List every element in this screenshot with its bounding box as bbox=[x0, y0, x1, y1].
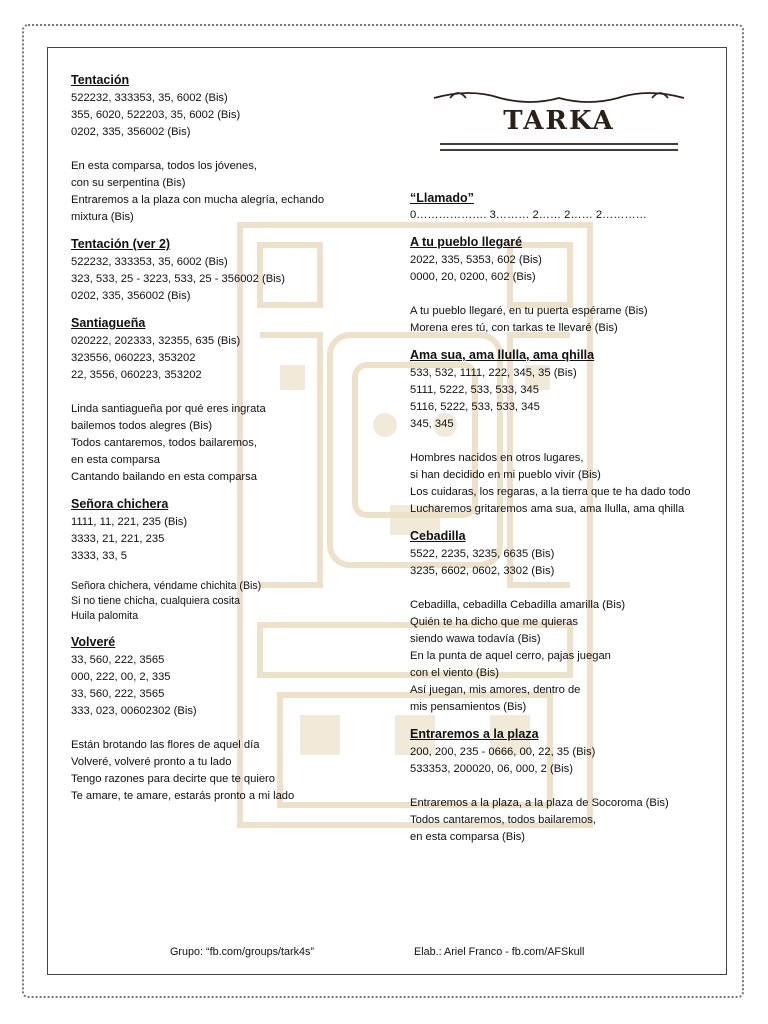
lyrics-line: en esta comparsa bbox=[71, 454, 160, 466]
lyrics-line: Volveré, volveré pronto a tu lado bbox=[71, 756, 232, 768]
notes-line: 345, 345 bbox=[410, 418, 454, 430]
lyrics-line: mixtura (Bis) bbox=[71, 211, 134, 223]
notes-line: 3235, 6602, 0602, 3302 (Bis) bbox=[410, 565, 555, 577]
song-tentacion-ver2 bbox=[71, 236, 391, 305]
notes-line: 0000, 20, 0200, 602 (Bis) bbox=[410, 271, 536, 283]
lyrics-line: Entraremos a la plaza con mucha alegría, echando bbox=[71, 194, 325, 206]
song-title: A tu pueblo llegaré bbox=[410, 235, 523, 249]
lyrics-line: Todos cantaremos, todos bailaremos, bbox=[410, 814, 596, 826]
logo-text: TARKA bbox=[503, 106, 615, 136]
lyrics-line: Hombres nacidos en otros lugares, bbox=[410, 452, 584, 464]
notes-line: 2022, 335, 5353, 602 (Bis) bbox=[410, 254, 542, 266]
notes-line: 5116, 5222, 533, 533, 345 bbox=[410, 401, 540, 413]
lyrics-line: Te amare, te amare, estarás pronto a mi lado bbox=[71, 790, 295, 802]
lyrics-line: En la punta de aquel cerro, pajas juegan bbox=[410, 650, 611, 662]
lyrics-line: Están brotando las flores de aquel día bbox=[71, 739, 260, 751]
notes-line: 5522, 2235, 3235, 6635 (Bis) bbox=[410, 548, 555, 560]
song-cebadilla bbox=[410, 528, 730, 716]
lyrics-line: siendo wawa todavía (Bis) bbox=[410, 633, 541, 645]
notes-line: 355, 6020, 522203, 35, 6002 (Bis) bbox=[71, 109, 241, 121]
song-senora-chichera bbox=[71, 496, 391, 624]
notes-line: 323556, 060223, 353202 bbox=[71, 352, 196, 364]
footer-group: Grupo: “fb.com/groups/tark4s” bbox=[170, 946, 315, 958]
lyrics-line: Así juegan, mis amores, dentro de bbox=[410, 684, 581, 696]
lyrics-line: Lucharemos gritaremos ama sua, ama llulla, ama qhilla bbox=[410, 503, 685, 515]
lyrics-line: Linda santiagueña por qué eres ingrata bbox=[71, 403, 266, 415]
lyrics-line: A tu pueblo llegaré, en tu puerta espérame (Bis) bbox=[410, 305, 648, 317]
song-title: Entraremos a la plaza bbox=[410, 727, 539, 741]
tarka-logo bbox=[430, 80, 688, 158]
song-title: Señora chichera bbox=[71, 497, 169, 511]
song-volvere bbox=[71, 634, 391, 805]
left-column bbox=[71, 72, 391, 815]
notes-line: 533353, 200020, 06, 000, 2 (Bis) bbox=[410, 763, 573, 775]
lyrics-line: Los cuidaras, los regaras, a la tierra que te ha dado todo bbox=[410, 486, 691, 498]
notes-line: 000, 222, 00, 2, 335 bbox=[71, 671, 171, 683]
lyrics-line: Todos cantaremos, todos bailaremos, bbox=[71, 437, 257, 449]
song-llamado bbox=[410, 190, 730, 224]
notes-line: 0………………. 3……… 2…… 2…… 2………… bbox=[410, 209, 647, 221]
lyrics-line: Tengo razones para decirte que te quiero bbox=[71, 773, 275, 785]
notes-line: 0202, 335, 356002 (Bis) bbox=[71, 290, 191, 302]
right-column bbox=[410, 190, 730, 856]
lyrics-line: Cantando bailando en esta comparsa bbox=[71, 471, 257, 483]
lyrics-line: Huila palomita bbox=[71, 610, 139, 622]
footer-credit: Elab.: Ariel Franco - fb.com/AFSkull bbox=[414, 946, 585, 958]
lyrics-line: En esta comparsa, todos los jóvenes, bbox=[71, 160, 257, 172]
notes-line: 3333, 33, 5 bbox=[71, 550, 127, 562]
notes-line: 200, 200, 235 - 0666, 00, 22, 35 (Bis) bbox=[410, 746, 596, 758]
notes-line: 522232, 333353, 35, 6002 (Bis) bbox=[71, 92, 228, 104]
lyrics-line: Entraremos a la plaza, a la plaza de Socoroma (Bis) bbox=[410, 797, 669, 809]
song-title: “Llamado” bbox=[410, 191, 474, 205]
notes-line: 22, 3556, 060223, 353202 bbox=[71, 369, 202, 381]
song-title: Cebadilla bbox=[410, 529, 466, 543]
song-a-tu-pueblo bbox=[410, 234, 730, 337]
notes-line: 522232, 333353, 35, 6002 (Bis) bbox=[71, 256, 228, 268]
lyrics-line: con su serpentina (Bis) bbox=[71, 177, 186, 189]
lyrics-line: Cebadilla, cebadilla Cebadilla amarilla (Bis) bbox=[410, 599, 626, 611]
song-title: Santiagueña bbox=[71, 316, 146, 330]
song-santiaguena bbox=[71, 315, 391, 486]
lyrics-line: en esta comparsa (Bis) bbox=[410, 831, 526, 843]
lyrics-line: mis pensamientos (Bis) bbox=[410, 701, 527, 713]
lyrics-line: Señora chichera, véndame chichita (Bis) bbox=[71, 580, 262, 592]
lyrics-line: bailemos todos alegres (Bis) bbox=[71, 420, 213, 432]
notes-line: 5111, 5222, 533, 533, 345 bbox=[410, 384, 539, 396]
notes-line: 020222, 202333, 32355, 635 (Bis) bbox=[71, 335, 241, 347]
song-title: Volveré bbox=[71, 635, 116, 649]
song-tentacion bbox=[71, 72, 391, 226]
notes-line: 33, 560, 222, 3565 bbox=[71, 654, 165, 666]
notes-line: 323, 533, 25 - 3223, 533, 25 - 356002 (Bis) bbox=[71, 273, 285, 285]
notes-line: 0202, 335, 356002 (Bis) bbox=[71, 126, 191, 138]
song-ama-sua bbox=[410, 347, 730, 518]
song-title: Tentación bbox=[71, 73, 130, 87]
notes-line: 33, 560, 222, 3565 bbox=[71, 688, 165, 700]
lyrics-line: Si no tiene chicha, cualquiera cosita bbox=[71, 595, 241, 607]
song-title: Ama sua, ama llulla, ama qhilla bbox=[410, 348, 595, 362]
lyrics-line: con el viento (Bis) bbox=[410, 667, 499, 679]
lyrics-line: si han decidido en mi pueblo vivir (Bis) bbox=[410, 469, 601, 481]
song-entraremos bbox=[410, 726, 730, 846]
notes-line: 3333, 21, 221, 235 bbox=[71, 533, 165, 545]
notes-line: 1111, 11, 221, 235 (Bis) bbox=[71, 516, 188, 528]
lyrics-line: Morena eres tú, con tarkas te llevaré (Bis) bbox=[410, 322, 618, 334]
notes-line: 333, 023, 00602302 (Bis) bbox=[71, 705, 197, 717]
song-title: Tentación (ver 2) bbox=[71, 237, 171, 251]
alt-lyrics bbox=[71, 579, 391, 624]
notes-line: 533, 532, 1111, 222, 345, 35 (Bis) bbox=[410, 367, 577, 379]
lyrics-line: Quién te ha dicho que me quieras bbox=[410, 616, 578, 628]
